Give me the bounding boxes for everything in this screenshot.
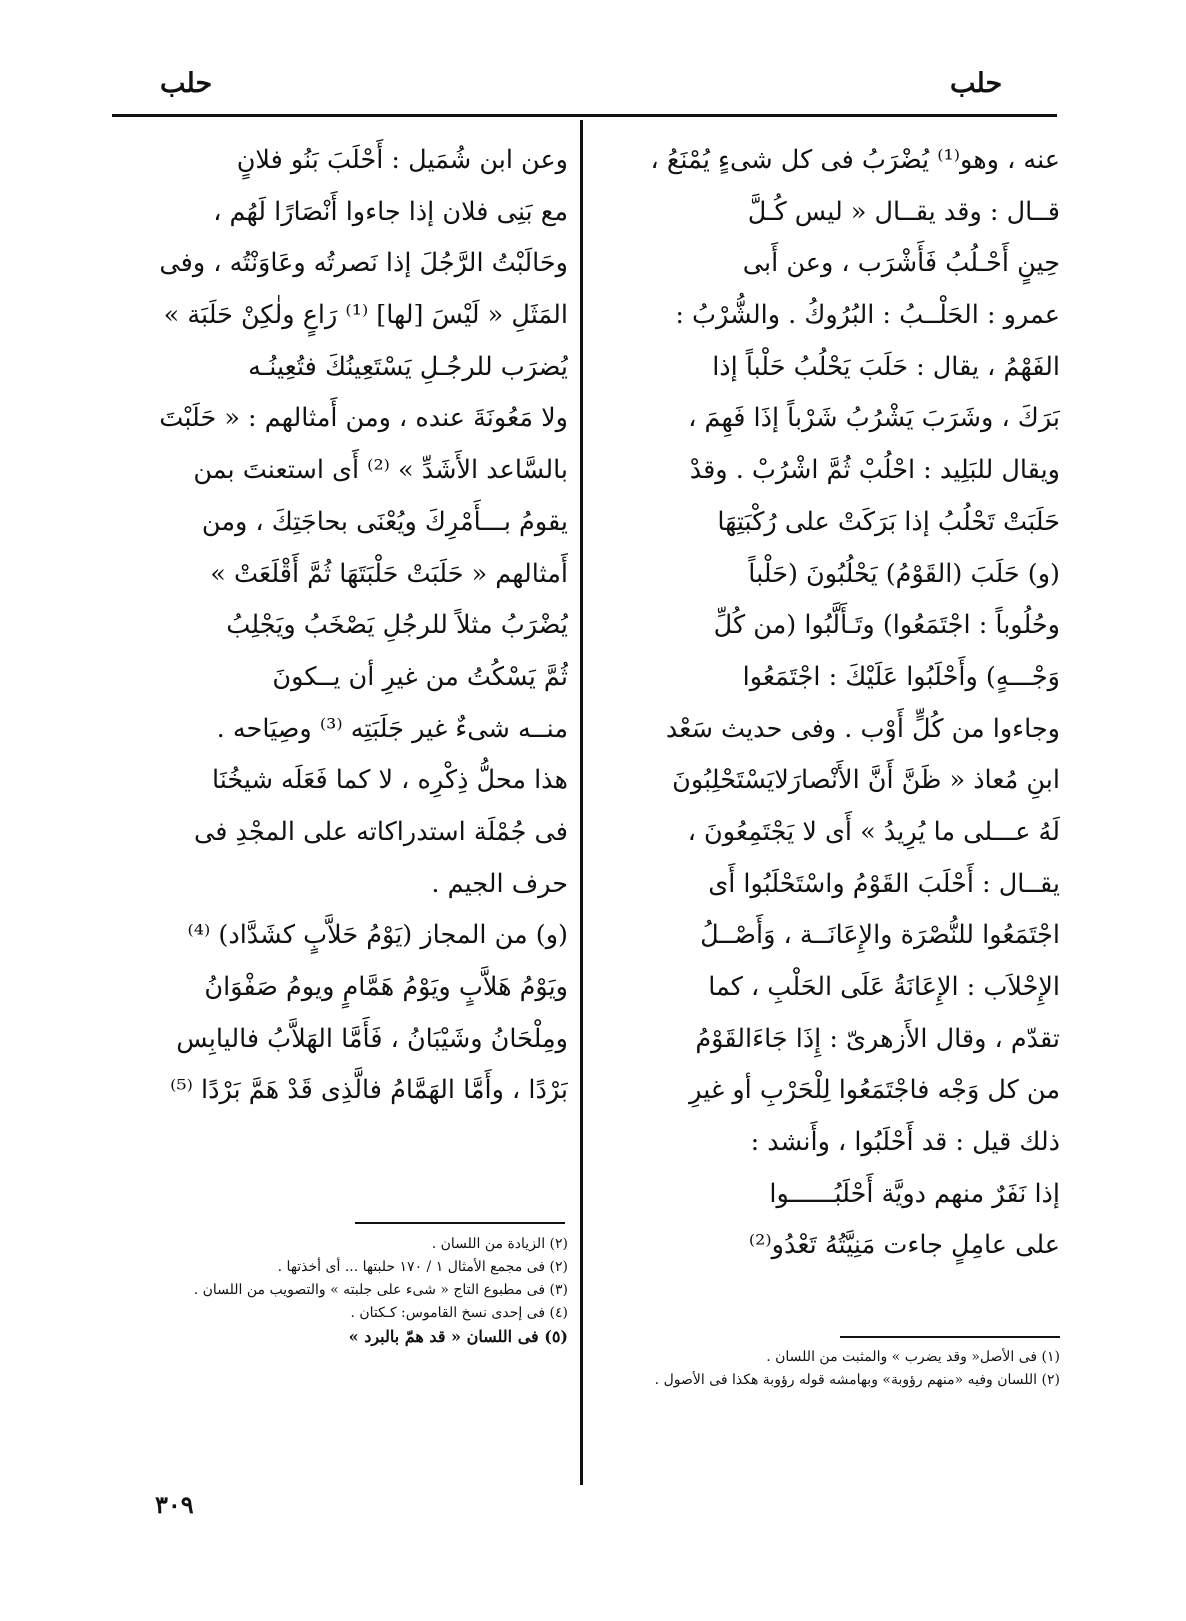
text-line: وَجْـــهٍ) وأَحْلَبُوا عَلَيْكَ : اجْتَمَعُوا bbox=[742, 661, 1060, 692]
text-line: حرف الجيم . bbox=[431, 868, 568, 899]
text-line: اجْتَمَعُوا للنُّصْرَة والإِعَانَــة ، وَأَصْــلُ bbox=[700, 920, 1060, 951]
text-line: ذلك قيل : قد أَحْلَبُوا ، وأَنشد : bbox=[750, 1127, 1060, 1158]
text-line: منــه شىءٌ غير جَلَبَتِه ⁽³⁾ وصِيَاحه . bbox=[216, 713, 568, 744]
text-line: يقــال : أَحْلَبَ القَوْمُ واسْتَحْلَبُوا أَى bbox=[708, 868, 1060, 899]
column-divider bbox=[580, 120, 583, 1485]
text-line: بَرْدًا ، وأَمَّا الهَمَّامُ فالَّذِى قَدْ هَمَّ بَرْدًا ⁽⁵⁾ bbox=[170, 1075, 568, 1106]
text-line: فى جُمْلَة استدراكاته على المجْدِ فى bbox=[194, 816, 568, 847]
running-header-left: حلب bbox=[160, 68, 213, 99]
text-line: قــال : وقد يقــال « ليس كُـلَّ bbox=[747, 196, 1060, 227]
text-line: تقدّم ، وقال الأَزهرىّ : إِذَا جَاءَالقَوْمُ bbox=[695, 1023, 1060, 1054]
footnotes-left bbox=[140, 1233, 568, 1348]
text-line: ابنِ مُعاذ « ظَنَّ أَنَّ الأَنْصارَلايَسْتَحْلِبُونَ bbox=[672, 765, 1060, 796]
text-line: وحَالَبْتُ الرَّجُلَ إذا نَصرتُه وعَاوَنْتُه ، وفى bbox=[159, 248, 568, 279]
text-line: وحُلُوباً : اجْتَمَعُوا) وتَـأَلَّبُوا (من كُلِّ bbox=[713, 610, 1060, 641]
text-line: وجاءوا من كُلٍّ أَوْب . وفى حديث سَعْد bbox=[665, 713, 1060, 744]
text-line: أَمثالهم « حَلَبَتْ حَلْبَتَهَا ثُمَّ أَقْلَعَتْ » bbox=[210, 558, 568, 589]
text-line: هذا محلُّ ذِكْرِه ، لا كما فَعَلَه شيخُنَا bbox=[211, 765, 568, 796]
footnote: (١) فى الأصل« وقد يضرب » والمثبت من اللسان . bbox=[766, 1349, 1060, 1365]
footnote: (٥) فى اللسان « قد همّ بالبرد » bbox=[348, 1327, 568, 1346]
text-line: ولا مَعُونَةَ عنده ، ومن أَمثالهم : « حَلَبْتَ bbox=[159, 403, 568, 434]
page-number: ٣٠٩ bbox=[155, 1490, 194, 1519]
header-rule bbox=[112, 114, 1057, 117]
text-line: يُضْرَبُ مثلاً للرجُلِ يَصْخَبُ ويَجْلِبُ bbox=[226, 610, 568, 641]
text-line: ثُمَّ يَسْكُتُ من غيرِ أن يــكونَ bbox=[272, 661, 568, 692]
verse-line: إذا نَفَرٌ منهم دويَّة أَحْلَبُــــــوا bbox=[769, 1178, 1060, 1209]
text-line: من كل وَجْه فاجْتَمَعُوا لِلْحَرْبِ أو غيرِ bbox=[689, 1075, 1060, 1106]
footnote: (٣) فى مطبوع التاج « شىء على جلبته » والتصويب من اللسان . bbox=[193, 1282, 568, 1298]
text-line: (و) حَلَبَ (القَوْمُ) يَحْلُبُونَ (حَلْباً bbox=[748, 558, 1060, 589]
text-line: الإِحْلاَب : الإِعَانَةُ عَلَى الحَلْبِ ، كما bbox=[708, 972, 1060, 1002]
text-line: بالسَّاعد الأَشَدِّ » ⁽²⁾ أَى استعنتَ بمن bbox=[193, 455, 568, 486]
footnotes-right bbox=[605, 1346, 1060, 1392]
text-line: عنه ، وهو⁽¹⁾ يُضْرَبُ فى كل شىءٍ يُمْنَعُ ، bbox=[650, 145, 1060, 175]
text-line: حِينٍ أَحْـلُبُ فَأَشْرَب ، وعن أَبى bbox=[742, 248, 1060, 279]
right-column bbox=[605, 135, 1060, 1272]
text-line: الفَهْمُ ، يقال : حَلَبَ يَحْلُبُ حَلْباً إذا bbox=[712, 351, 1060, 382]
text-line: لَهُ عـــلى ما يُرِيدُ » أَى لا يَجْتَمِعُونَ ، bbox=[687, 816, 1060, 847]
text-line: مع بَنِى فلان إذا جاءوا أَنْصَارًا لَهُم ، bbox=[213, 196, 568, 227]
text-line: المَثَلِ « لَيْسَ [لها] ⁽¹⁾ رَاعٍ ولٰكِنْ حَلَبَة » bbox=[163, 300, 568, 331]
left-column bbox=[135, 135, 568, 1117]
running-header-right: حلب bbox=[950, 68, 1003, 99]
footnote: (٢) اللسان وفيه «منهم رؤوبة» وبهامشه قوله رؤوبة هكذا فى الأصول . bbox=[654, 1372, 1060, 1388]
text-line: وعن ابن شُمَيل : أَحْلَبَ بَنُو فلانٍ bbox=[236, 145, 568, 175]
footnote: (٤) فى إحدى نسخ القاموس: كـكتان . bbox=[350, 1305, 568, 1321]
text-line: ومِلْحَانُ وشَيْبَانُ ، فَأَمَّا الهَلاَّبُ فاليابِس bbox=[176, 1023, 568, 1054]
footnote-rule-right bbox=[840, 1336, 1060, 1338]
footnote-rule-left bbox=[355, 1222, 565, 1224]
footnote: (٢) الزيادة من اللسان . bbox=[431, 1236, 568, 1252]
verse-line: على عامِلٍ جاءت مَنِيَّتُهُ تَعْدُو⁽²⁾ bbox=[748, 1230, 1060, 1261]
text-line: يُضرَب للرجُـلِ يَسْتَعِينُكَ فتُعِينُـه bbox=[248, 351, 568, 382]
text-line: بَرَكَ ، وشَرَبَ يَشْرُبُ شَرْباً إذَا فَهِمَ ، bbox=[688, 403, 1060, 434]
text-line: يقومُ بـــأَمْرِكَ ويُعْنَى بحاجَتِكَ ، ومن bbox=[201, 506, 568, 537]
text-line: ويقال للبَلِيد : احْلُبْ ثُمَّ اشْرُبْ . وقدْ bbox=[689, 455, 1060, 486]
text-line: عمرو : الحَلْــبُ : البُرُوكُ . والشُّرْبُ : bbox=[675, 300, 1060, 331]
text-line: ويَوْمُ هَلاَّبٍ ويَوْمُ هَمَّامٍ ويومُ صَفْوَانُ bbox=[204, 972, 568, 1002]
text-line: حَلَبَتْ تَحْلُبُ إذا بَرَكَتْ على رُكْبَتِهَا bbox=[717, 506, 1060, 537]
footnote: (٢) فى مجمع الأمثال ١ / ١٧٠ حلبتها ... أى أخذتها . bbox=[277, 1259, 568, 1275]
text-line: (و) من المجاز (يَوْمُ حَلاَّبٍ كشَدَّاد) ⁽⁴⁾ bbox=[187, 920, 568, 951]
